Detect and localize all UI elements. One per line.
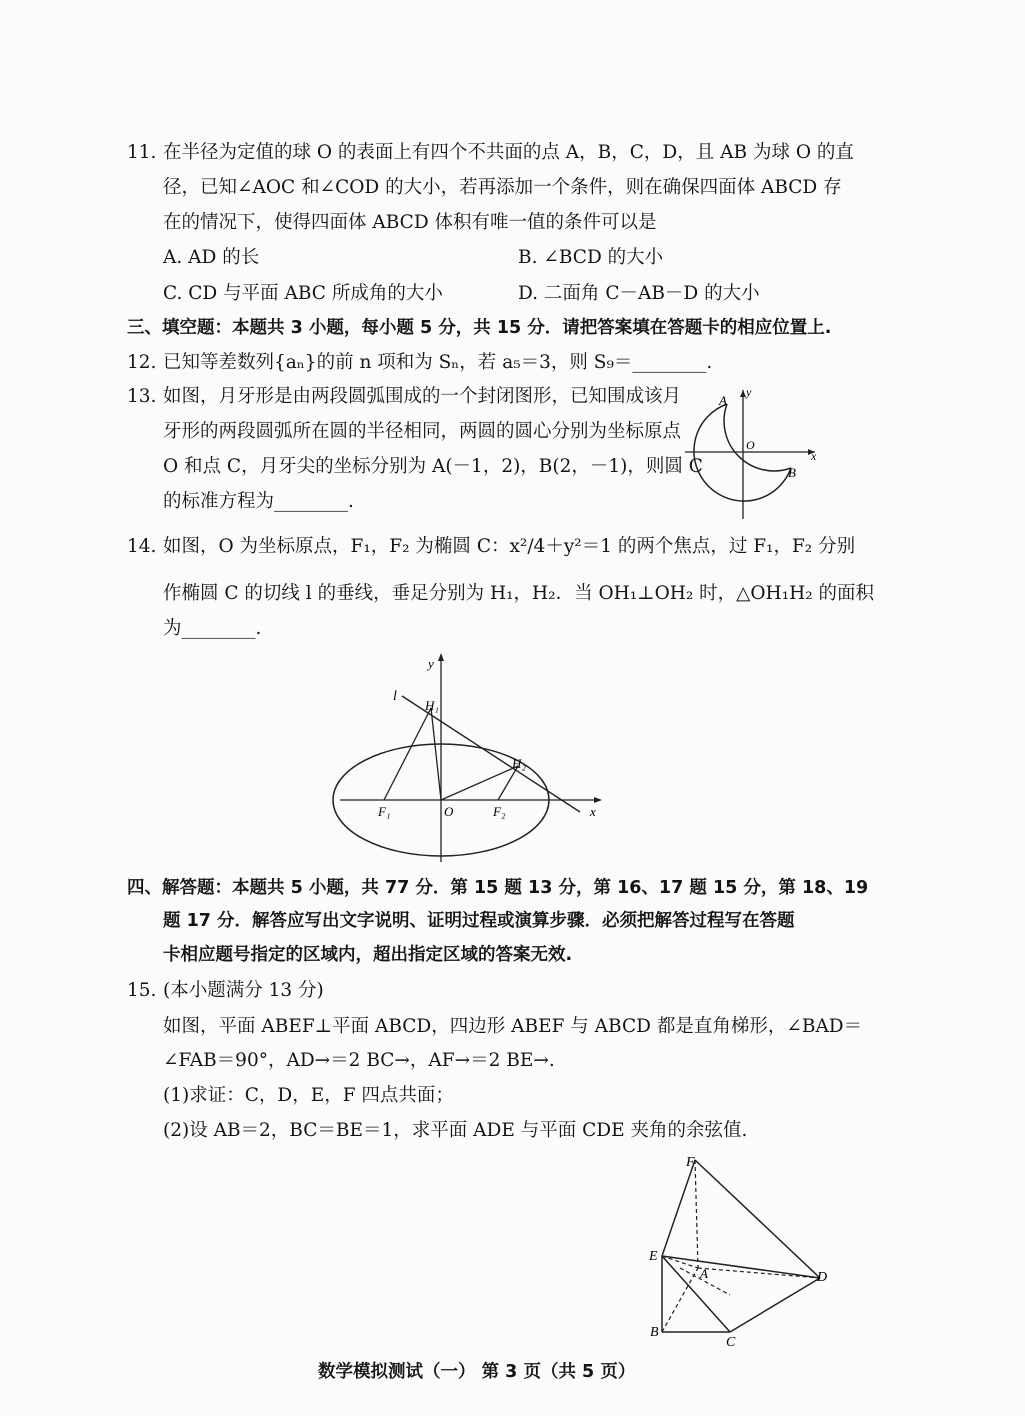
q15-line-1: 如图，平面 ABEF⊥平面 ABCD，四边形 ABEF 与 ABCD 都是直角梯形，∠BAD＝ — [163, 1016, 863, 1037]
q14-label-f2: F₂ — [493, 804, 506, 819]
q14-label-h1: H₁ — [425, 698, 439, 713]
q11-line-1: 在半径为定值的球 O 的表面上有四个不共面的点 A，B，C，D，且 AB 为球 O 的直 — [163, 142, 854, 163]
q14-ellipse-figure — [330, 650, 615, 865]
q14-label-o: O — [444, 804, 454, 819]
q13-label-x: x — [811, 449, 817, 463]
q15-heading: (本小题满分 13 分) — [163, 980, 324, 1001]
q15-part-2: (2)设 AB＝2，BC＝BE＝1，求平面 ADE 与平面 CDE 夹角的余弦值. — [163, 1120, 748, 1141]
q15-edge-cd — [730, 1278, 820, 1332]
q15-edge-ed — [662, 1256, 820, 1278]
q12-text: 已知等差数列{aₙ}的前 n 项和为 Sₙ，若 a₅＝3，则 S₉＝________. — [163, 352, 713, 373]
q11-line-3: 在的情况下，使得四面体 ABCD 体积有唯一值的条件可以是 — [163, 212, 657, 233]
page-footer: 数学模拟测试（一） 第 3 页（共 5 页） — [318, 1362, 636, 1382]
q14-line-3: 为________. — [163, 618, 262, 639]
q14-segment-oh2 — [441, 766, 518, 800]
q15-label-d: D — [817, 1270, 828, 1285]
q14-segment-oh1 — [431, 708, 441, 800]
q13-label-b: B — [788, 465, 796, 480]
q14-label-h2: H₂ — [512, 756, 526, 771]
section-4-heading-line-2: 题 17 分．解答应写出文字说明、证明过程或演算步骤．必须把解答过程写在答题 — [163, 911, 795, 931]
section-3-heading: 三、填空题：本题共 3 小题，每小题 5 分，共 15 分．请把答案填在答题卡的相应位置上. — [127, 318, 832, 338]
q14-line-1: 如图，O 为坐标原点，F₁，F₂ 为椭圆 C：x²/4＋y²＝1 的两个焦点，过 F₁，F₂ 分别 — [163, 536, 856, 557]
q13-label-o: O — [746, 438, 755, 452]
q15-part-1: (1)求证：C，D，E，F 四点共面； — [163, 1085, 454, 1106]
q15-edge-fa — [695, 1160, 698, 1268]
q14-label-l: l — [393, 689, 397, 704]
q15-line-2: ∠FAB＝90°，AD→＝2 BC→，AF→＝2 BE→. — [163, 1050, 555, 1071]
q11-option-a: A. AD 的长 — [163, 247, 260, 268]
q14-x-arrow-icon — [594, 797, 602, 803]
q15-edge-ba — [662, 1268, 698, 1332]
q15-label-c: C — [726, 1335, 736, 1350]
q11-option-d: D. 二面角 C－AB－D 的大小 — [518, 283, 760, 304]
q11-option-b: B. ∠BCD 的大小 — [518, 247, 664, 268]
q11-option-c: C. CD 与平面 ABC 所成角的大小 — [163, 283, 443, 304]
q15-label-a: A — [700, 1266, 708, 1281]
q14-line-2: 作椭圆 C 的切线 l 的垂线，垂足分别为 H₁，H₂．当 OH₁⊥OH₂ 时，△OH₁H₂ 的面积 — [163, 583, 875, 604]
q14-segment-f1h1 — [384, 708, 431, 800]
q11-number: 11. — [127, 142, 157, 163]
q13-number: 13. — [127, 386, 157, 407]
q14-label-y: y — [428, 656, 434, 671]
q14-label-f1: F₁ — [378, 804, 391, 819]
q11-line-2: 径，已知∠AOC 和∠COD 的大小，若再添加一个条件，则在确保四面体 ABCD 存 — [163, 177, 842, 198]
q15-label-f: F — [686, 1155, 695, 1170]
q15-number: 15. — [127, 980, 157, 1001]
q13-label-a: A — [719, 393, 727, 408]
q15-edge-fd — [695, 1160, 820, 1278]
q15-edge-fe — [662, 1160, 695, 1256]
q13-label-y: y — [746, 385, 752, 399]
q13-line-3: O 和点 C，月牙尖的坐标分别为 A(－1，2)，B(2，－1)，则圆 C — [163, 456, 703, 477]
q13-line-1: 如图，月牙形是由两段圆弧围成的一个封闭图形，已知围成该月 — [163, 386, 682, 407]
section-4-heading-line-3: 卡相应题号指定的区域内，超出指定区域的答案无效. — [163, 945, 573, 965]
section-4-heading-line-1: 四、解答题：本题共 5 小题，共 77 分．第 15 题 13 分，第 16、17 题 15 分，第 18、19 — [127, 878, 869, 898]
q15-label-b: B — [650, 1325, 659, 1340]
q14-number: 14. — [127, 536, 157, 557]
q14-y-arrow-icon — [438, 653, 444, 661]
q13-line-2: 牙形的两段圆弧所在圆的半径相同，两圆的圆心分别为坐标原点 — [163, 421, 682, 442]
q13-circle-c-arc — [724, 404, 791, 471]
q14-label-x: x — [590, 804, 596, 819]
q15-label-e: E — [649, 1249, 658, 1264]
q13-crescent-figure — [680, 384, 825, 524]
q13-line-4: 的标准方程为________. — [163, 491, 354, 512]
q15-solid-figure — [640, 1150, 840, 1350]
q12-number: 12. — [127, 352, 157, 373]
